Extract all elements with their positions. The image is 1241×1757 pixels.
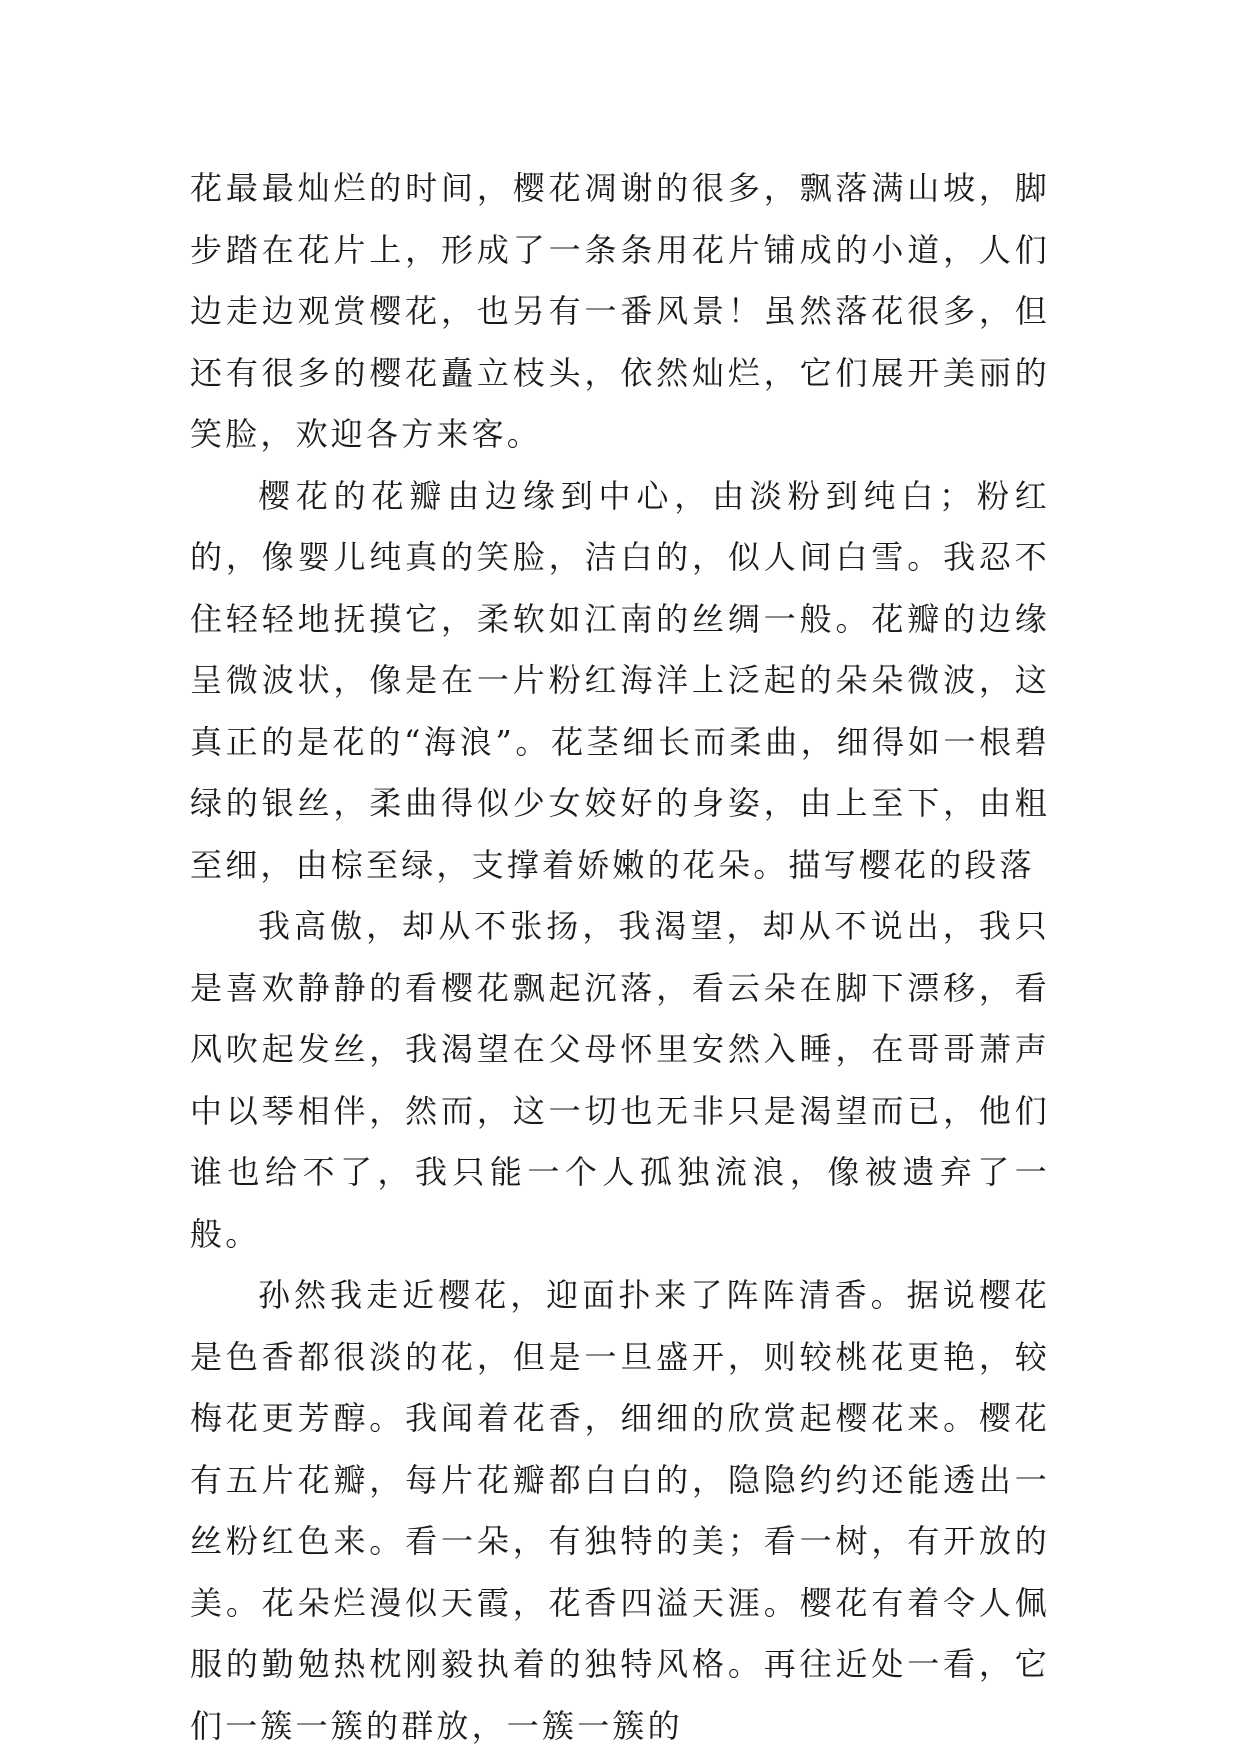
paragraph-2: 樱花的花瓣由边缘到中心，由淡粉到纯白；粉红的，像婴儿纯真的笑脸，洁白的，似人间白雪。我忍不住轻轻地抚摸它，柔软如江南的丝绸一般。花瓣的边缘呈微波状，像是在一片粉红海洋上泛起的朵朵微波，这真正的是花的“海浪”。花茎细长而柔曲，细得如一根碧绿的银丝，柔曲得似少女姣好的身姿，由上至下，由粗至细，由棕至绿，支撑着娇嫩的花朵。描写樱花的段落 [190, 476, 1050, 884]
paragraph-3: 我高傲，却从不张扬，我渴望，却从不说出，我只是喜欢静静的看樱花飘起沉落，看云朵在脚下漂移，看风吹起发丝，我渴望在父母怀里安然入睡，在哥哥萧声中以琴相伴，然而，这一切也无非只是渴望而已，他们谁也给不了，我只能一个人孤独流浪，像被遗弃了一般。 [190, 907, 1050, 1253]
paragraph-1: 花最最灿烂的时间，樱花凋谢的很多，飘落满山坡，脚步踏在花片上，形成了一条条用花片铺成的小道，人们边走边观赏樱花，也另有一番风景！虽然落花很多，但还有很多的樱花矗立枝头，依然灿烂，它们展开美丽的笑脸，欢迎各方来客。 [190, 169, 1050, 453]
document-body [190, 158, 1050, 1757]
paragraph-4: 孙然我走近樱花，迎面扑来了阵阵清香。据说樱花是色香都很淡的花，但是一旦盛开，则较桃花更艳，较梅花更芳醇。我闻着花香，细细的欣赏起樱花来。樱花有五片花瓣，每片花瓣都白白的，隐隐约约还能透出一丝粉红色来。看一朵，有独特的美；看一树，有开放的美。花朵烂漫似天霞，花香四溢天涯。樱花有着令人佩服的勤勉热枕刚毅执着的独特风格。再往近处一看，它们一簇一簇的群放，一簇一簇的 [190, 1276, 1050, 1745]
